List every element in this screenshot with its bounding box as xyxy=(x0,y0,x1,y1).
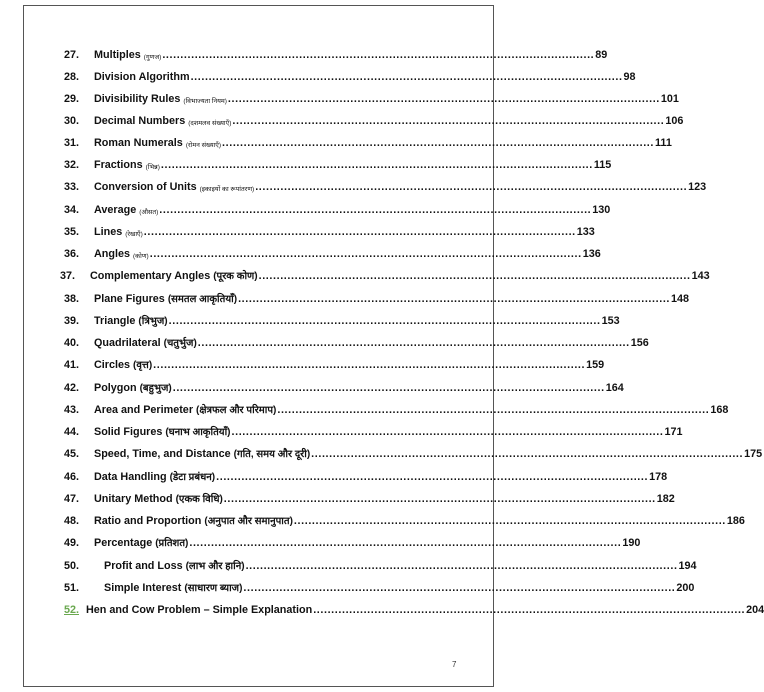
entry-number: 32. xyxy=(64,159,80,171)
entry-number: 50. xyxy=(64,560,80,572)
leader-dots: ........................................................................................................................ xyxy=(313,604,746,616)
entry-number: 34. xyxy=(64,204,80,216)
toc-entry[interactable] xyxy=(64,44,608,61)
entry-number: 37. xyxy=(60,270,76,282)
entry-title: Average xyxy=(94,204,137,216)
toc-entry[interactable] xyxy=(64,310,620,327)
entry-number: 39. xyxy=(64,315,80,327)
entry-title: Decimal Numbers xyxy=(94,115,186,127)
entry-hindi-hint: (गुणज) xyxy=(143,54,162,61)
entry-hindi-hint: (क्षेत्रफल और परिमाप) xyxy=(196,405,277,416)
entry-page: 89 xyxy=(595,49,608,61)
entry-number: 43. xyxy=(64,404,80,416)
entry-page: 194 xyxy=(678,560,697,572)
entry-title: Unitary Method xyxy=(94,493,173,505)
entry-hindi-hint: (समतल आकृतियाँ) xyxy=(167,294,238,305)
entry-title: Triangle xyxy=(94,315,136,327)
entry-page: 175 xyxy=(744,448,763,460)
entry-title: Data Handling xyxy=(94,471,167,483)
entry-number: 46. xyxy=(64,471,80,483)
leader-dots: ........................................................................................................................ xyxy=(311,448,744,460)
leader-dots: ........................................................................................................................ xyxy=(258,270,691,282)
leader-dots: ........................................................................................................................ xyxy=(255,181,688,193)
entry-hindi-hint: (पूरक कोण) xyxy=(213,271,258,282)
leader-dots: ........................................................................................................................ xyxy=(216,471,649,483)
entry-title: Quadrilateral xyxy=(94,337,161,349)
entry-title: Polygon xyxy=(94,382,137,394)
entry-number: 51. xyxy=(64,582,80,594)
leader-dots: ........................................................................................................................ xyxy=(223,493,656,505)
entry-number: 47. xyxy=(64,493,80,505)
entry-title: Ratio and Proportion xyxy=(94,515,202,527)
entry-page: 204 xyxy=(746,604,764,616)
toc-entry[interactable] xyxy=(64,132,672,149)
entry-hindi-hint: (रोमन संख्याएँ) xyxy=(185,142,222,149)
entry-hindi-hint: (प्रतिशत) xyxy=(155,538,189,549)
toc-entry[interactable] xyxy=(64,176,707,193)
toc-entry[interactable] xyxy=(64,332,649,349)
toc-entry[interactable] xyxy=(64,288,690,305)
entry-number: 42. xyxy=(64,382,80,394)
toc-entry[interactable] xyxy=(64,66,636,83)
entry-page: 123 xyxy=(688,181,707,193)
entry-number: 49. xyxy=(64,537,80,549)
entry-number: 45. xyxy=(64,448,80,460)
leader-dots: ........................................................................................................................ xyxy=(243,582,676,594)
entry-page: 186 xyxy=(726,515,745,527)
leader-dots: ........................................................................................................................ xyxy=(277,404,710,416)
entry-hindi-hint: (साधारण ब्याज) xyxy=(184,583,243,594)
leader-dots: ........................................................................................................................ xyxy=(231,426,664,438)
entry-title: Angles xyxy=(94,248,130,260)
entry-page: 164 xyxy=(605,382,624,394)
entry-title: Circles xyxy=(94,359,131,371)
leader-dots: ........................................................................................................................ xyxy=(190,71,623,83)
entry-number: 48. xyxy=(64,515,80,527)
toc-entry[interactable] xyxy=(64,354,605,371)
entry-page: 171 xyxy=(664,426,683,438)
entry-number: 29. xyxy=(64,93,80,105)
toc-entry[interactable] xyxy=(64,243,601,260)
entry-title: Multiples xyxy=(94,49,141,61)
entry-title: Division Algorithm xyxy=(94,71,190,83)
entry-hindi-hint: (बहुभुज) xyxy=(139,383,172,394)
entry-number: 31. xyxy=(64,137,80,149)
toc-entry[interactable] xyxy=(64,555,697,572)
entry-title: Area and Perimeter xyxy=(94,404,194,416)
toc-entry[interactable] xyxy=(64,599,764,616)
entry-page: 200 xyxy=(676,582,695,594)
entry-hindi-hint: (अनुपात और समानुपात) xyxy=(204,516,293,527)
leader-dots: ........................................................................................................................ xyxy=(227,93,660,105)
toc-entry[interactable] xyxy=(64,154,612,171)
entry-title: Fractions xyxy=(94,159,143,171)
entry-hindi-hint: (औसत) xyxy=(139,209,159,216)
entry-title: Divisibility Rules xyxy=(94,93,181,105)
toc-entry[interactable] xyxy=(64,443,763,460)
entry-number: 30. xyxy=(64,115,80,127)
entry-page: 178 xyxy=(649,471,668,483)
entry-page: 190 xyxy=(622,537,641,549)
entry-number: 33. xyxy=(64,181,80,193)
entry-title: Lines xyxy=(94,226,123,238)
entry-number: 38. xyxy=(64,293,80,305)
entry-page: 143 xyxy=(691,270,710,282)
entry-page: 148 xyxy=(671,293,690,305)
leader-dots: ........................................................................................................................ xyxy=(153,359,586,371)
entry-title: Speed, Time, and Distance xyxy=(94,448,231,460)
entry-title: Percentage xyxy=(94,537,153,549)
entry-number: 44. xyxy=(64,426,80,438)
leader-dots: ........................................................................................................................ xyxy=(222,137,654,149)
toc-entry[interactable] xyxy=(64,421,683,438)
leader-dots: ........................................................................................................................ xyxy=(162,49,595,61)
entry-page: 130 xyxy=(592,204,611,216)
leader-dots: ........................................................................................................................ xyxy=(160,159,593,171)
entry-page: 153 xyxy=(601,315,620,327)
entry-number-link[interactable]: 52. xyxy=(64,604,80,616)
toc-entry[interactable] xyxy=(64,466,668,483)
entry-page: 182 xyxy=(656,493,675,505)
entry-hindi-hint: (चतुर्भुज) xyxy=(163,338,197,349)
toc-entry[interactable] xyxy=(64,221,595,238)
toc-entry[interactable] xyxy=(64,510,745,527)
leader-dots: ........................................................................................................................ xyxy=(293,515,726,527)
entry-hindi-hint: (गति, समय और दूरी) xyxy=(233,449,311,460)
leader-dots: ........................................................................................................................ xyxy=(149,248,582,260)
entry-title: Conversion of Units xyxy=(94,181,197,193)
entry-page: 106 xyxy=(665,115,684,127)
entry-hindi-hint: (एकक विधि) xyxy=(175,494,223,505)
entry-page: 136 xyxy=(582,248,601,260)
entry-number: 36. xyxy=(64,248,80,260)
leader-dots: ........................................................................................................................ xyxy=(197,337,630,349)
entry-hindi-hint: (लाभ और हानि) xyxy=(185,561,245,572)
leader-dots: ........................................................................................................................ xyxy=(245,560,678,572)
entry-page: 159 xyxy=(586,359,605,371)
entry-page: 156 xyxy=(630,337,649,349)
leader-dots: ........................................................................................................................ xyxy=(189,537,622,549)
toc-entry[interactable] xyxy=(64,577,695,594)
entry-number: 40. xyxy=(64,337,80,349)
toc-entry[interactable] xyxy=(64,488,675,505)
entry-number: 41. xyxy=(64,359,80,371)
entry-title: Roman Numerals xyxy=(94,137,183,149)
entry-title: Solid Figures xyxy=(94,426,163,438)
toc-entry[interactable] xyxy=(64,532,641,549)
toc-entry[interactable] xyxy=(64,399,729,416)
entry-hindi-hint: (त्रिभुज) xyxy=(138,316,168,327)
entry-page: 101 xyxy=(660,93,679,105)
entry-page: 133 xyxy=(576,226,595,238)
leader-dots: ........................................................................................................................ xyxy=(143,226,576,238)
footer-page-number: 7 xyxy=(452,660,457,669)
entry-page: 111 xyxy=(655,137,672,149)
entry-hindi-hint: (वृत्त) xyxy=(133,360,153,371)
entry-hindi-hint: (विभाज्यता नियम) xyxy=(183,98,227,105)
entry-hindi-hint: (भिन्न) xyxy=(145,164,160,171)
entry-hindi-hint: (डेटा प्रबंधन) xyxy=(169,472,216,483)
leader-dots: ........................................................................................................................ xyxy=(168,315,601,327)
entry-page: 98 xyxy=(623,71,636,83)
entry-title: Simple Interest xyxy=(104,582,182,594)
entry-title: Complementary Angles xyxy=(90,270,211,282)
entry-hindi-hint: (घनाभ आकृतियाँ) xyxy=(165,427,231,438)
entry-hindi-hint: (कोण) xyxy=(133,253,149,260)
leader-dots: ........................................................................................................................ xyxy=(159,204,592,216)
entry-title: Profit and Loss xyxy=(104,560,183,572)
leader-dots: ........................................................................................................................ xyxy=(238,293,671,305)
toc-entry[interactable] xyxy=(64,110,684,127)
entry-hindi-hint: (दशमलव संख्याएँ) xyxy=(188,120,232,127)
leader-dots: ........................................................................................................................ xyxy=(172,382,605,394)
entry-title: Hen and Cow Problem – Simple Explanation xyxy=(86,604,313,616)
entry-hindi-hint: (इकाइयों का रूपांतरण) xyxy=(199,186,255,193)
toc-entry[interactable] xyxy=(64,199,611,216)
entry-page: 115 xyxy=(593,159,612,171)
toc-entry[interactable] xyxy=(64,377,624,394)
toc-entry[interactable] xyxy=(60,265,710,282)
entry-number: 27. xyxy=(64,49,80,61)
leader-dots: ........................................................................................................................ xyxy=(232,115,665,127)
toc-entry[interactable] xyxy=(64,88,679,105)
entry-number: 28. xyxy=(64,71,80,83)
entry-page: 168 xyxy=(710,404,729,416)
entry-title: Plane Figures xyxy=(94,293,165,305)
entry-number: 35. xyxy=(64,226,80,238)
entry-hindi-hint: (रेखाएँ) xyxy=(125,231,143,238)
